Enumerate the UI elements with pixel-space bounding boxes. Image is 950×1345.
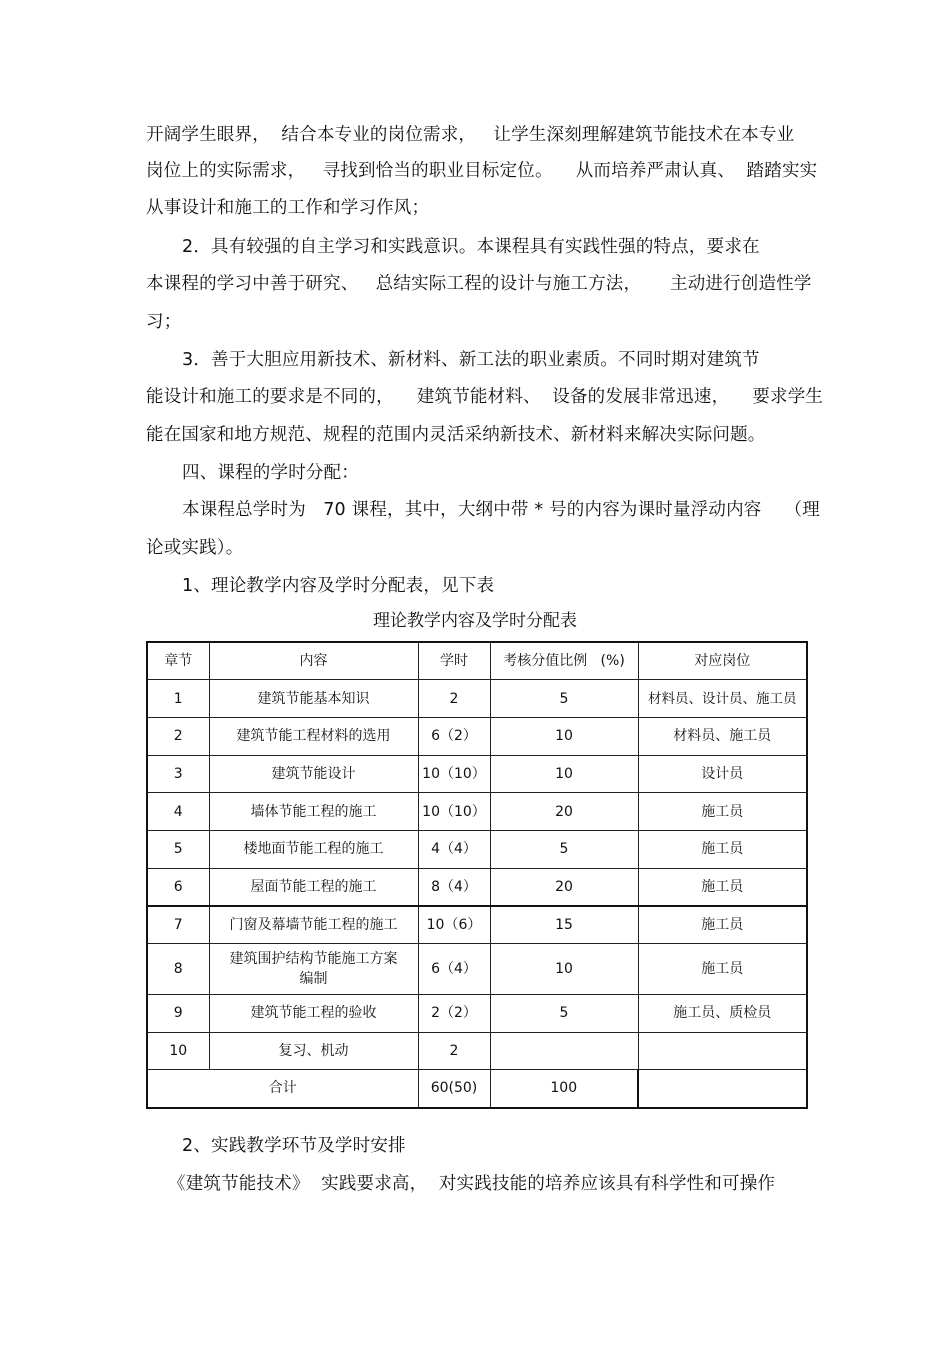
table-cell: 10 <box>147 1032 209 1070</box>
paragraph-line: 《建筑节能技术》 实践要求高， 对实践技能的培养应该具有科学性和可操作 <box>168 1174 776 1194</box>
table-cell: 建筑节能设计 <box>209 755 418 793</box>
paragraph-line: 本课程的学习中善于研究、 总结实际工程的设计与施工方法， 主动进行创造性学 <box>146 274 812 294</box>
table-cell: 6（2） <box>418 717 490 755</box>
table-row <box>147 793 807 831</box>
subsection-heading: 1、理论教学内容及学时分配表，见下表 <box>182 576 495 596</box>
paragraph-line: 3．善于大胆应用新技术、新材料、新工法的职业素质。不同时期对建筑节 <box>182 350 760 370</box>
table-cell: 5 <box>490 830 638 868</box>
table-cell: 8（4） <box>418 868 490 906</box>
table-cell: 3 <box>147 755 209 793</box>
table-cell: 材料员、施工员 <box>638 717 807 755</box>
table-row <box>147 755 807 793</box>
table-row <box>147 868 807 906</box>
table-cell: 施工员 <box>638 830 807 868</box>
table-cell: 1 <box>147 680 209 718</box>
table-cell: 20 <box>490 868 638 906</box>
table-cell: 4 <box>147 793 209 831</box>
table-cell: 施工员、质检员 <box>638 995 807 1033</box>
paragraph-line: 能在国家和地方规范、规程的范围内灵活采纳新技术、新材料来解决实际问题。 <box>146 425 766 445</box>
paragraph-line: 本课程总学时为 70 课程，其中，大纲中带 * 号的内容为课时量浮动内容 （理 <box>182 500 820 520</box>
paragraph-line: 习； <box>146 312 182 332</box>
header-cell: 学时 <box>418 642 490 680</box>
table-cell: 9 <box>147 995 209 1033</box>
table-cell: 10（10） <box>418 793 490 831</box>
header-cell: 内容 <box>209 642 418 680</box>
total-hours-cell: 60(50) <box>418 1070 490 1108</box>
table-cell: 墙体节能工程的施工 <box>209 793 418 831</box>
table-cell: 建筑节能基本知识 <box>209 680 418 718</box>
table-cell: 建筑围护结构节能施工方案编制 <box>209 944 418 995</box>
table-row <box>147 995 807 1033</box>
table-row <box>147 680 807 718</box>
subsection-heading: 2、实践教学环节及学时安排 <box>182 1136 406 1156</box>
table-cell: 材料员、设计员、施工员 <box>638 680 807 718</box>
table-cell: 门窗及幕墙节能工程的施工 <box>209 906 418 944</box>
table-cell: 20 <box>490 793 638 831</box>
table-cell: 屋面节能工程的施工 <box>209 868 418 906</box>
table-row <box>147 1032 807 1070</box>
table-cell: 2 <box>418 680 490 718</box>
total-post-cell <box>638 1070 807 1108</box>
total-label-cell: 合计 <box>147 1070 418 1108</box>
table-cell: 6（4） <box>418 944 490 995</box>
table-total-row <box>147 1070 807 1108</box>
table-cell <box>638 1032 807 1070</box>
table-cell: 建筑节能工程材料的选用 <box>209 717 418 755</box>
hours-table <box>146 641 808 1109</box>
table-cell: 建筑节能工程的验收 <box>209 995 418 1033</box>
table-cell: 2 <box>147 717 209 755</box>
table-cell: 8 <box>147 944 209 995</box>
table-header-row <box>147 642 807 680</box>
table-cell: 施工员 <box>638 793 807 831</box>
paragraph-line: 论或实践）。 <box>146 538 244 558</box>
table-cell: 7 <box>147 906 209 944</box>
table-row <box>147 906 807 944</box>
table-cell: 15 <box>490 906 638 944</box>
section-heading: 四、课程的学时分配： <box>182 463 359 483</box>
table-cell: 楼地面节能工程的施工 <box>209 830 418 868</box>
table-cell: 4（4） <box>418 830 490 868</box>
table-cell: 6 <box>147 868 209 906</box>
paragraph-line: 2．具有较强的自主学习和实践意识。本课程具有实践性强的特点，要求在 <box>182 237 760 257</box>
table-cell: 复习、机动 <box>209 1032 418 1070</box>
table-cell: 10（6） <box>418 906 490 944</box>
table-title: 理论教学内容及学时分配表 <box>373 611 577 631</box>
paragraph-line: 从事设计和施工的工作和学习作风； <box>146 198 430 218</box>
table-cell: 10（10） <box>418 755 490 793</box>
total-score-cell: 100 <box>490 1070 638 1108</box>
header-cell: 对应岗位 <box>638 642 807 680</box>
header-cell: 考核分值比例 (%) <box>490 642 638 680</box>
table-row <box>147 830 807 868</box>
header-cell: 章节 <box>147 642 209 680</box>
paragraph-line: 能设计和施工的要求是不同的， 建筑节能材料、 设备的发展非常迅速， 要求学生 <box>146 387 824 407</box>
table-cell: 10 <box>490 717 638 755</box>
table-cell: 5 <box>147 830 209 868</box>
table-cell: 5 <box>490 680 638 718</box>
table-cell: 施工员 <box>638 944 807 995</box>
table-row <box>147 944 807 995</box>
table-cell: 10 <box>490 944 638 995</box>
paragraph-line: 开阔学生眼界， 结合本专业的岗位需求， 让学生深刻理解建筑节能技术在本专业 <box>146 125 795 145</box>
table-cell: 5 <box>490 995 638 1033</box>
table-cell: 施工员 <box>638 868 807 906</box>
table-cell <box>490 1032 638 1070</box>
table-cell: 设计员 <box>638 755 807 793</box>
table-cell: 施工员 <box>638 906 807 944</box>
table-cell: 10 <box>490 755 638 793</box>
table-cell: 2 <box>418 1032 490 1070</box>
table-row <box>147 717 807 755</box>
paragraph-line: 岗位上的实际需求， 寻找到恰当的职业目标定位。 从而培养严肃认真、 踏踏实实 <box>146 161 818 181</box>
table-cell: 2（2） <box>418 995 490 1033</box>
